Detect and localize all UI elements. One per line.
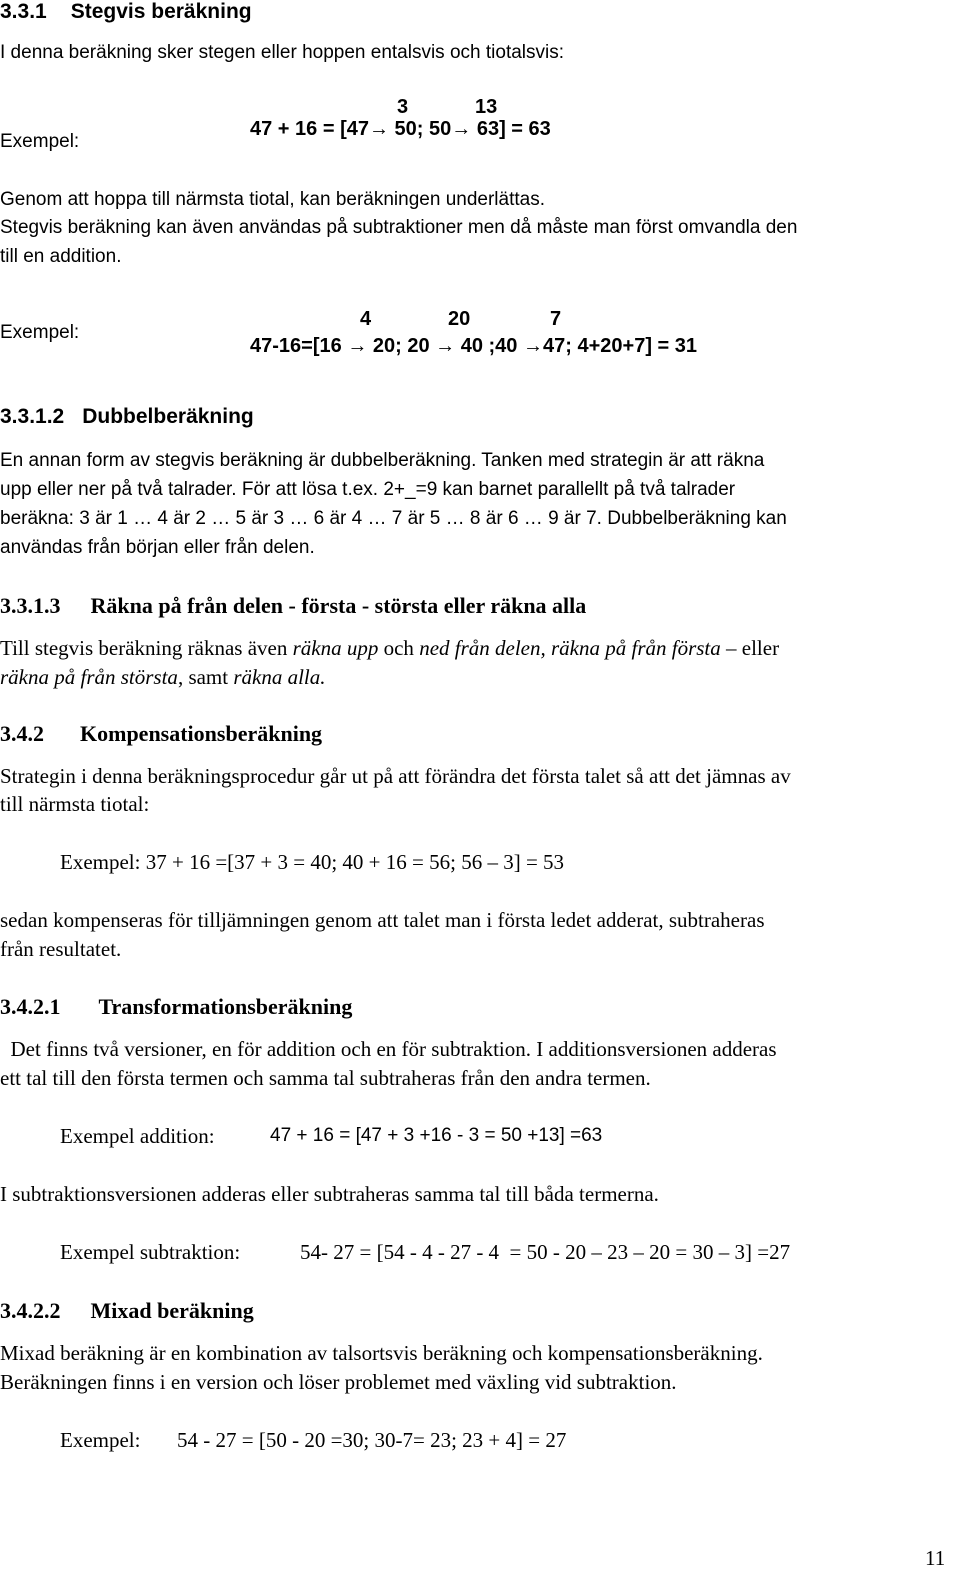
heading-number: 3.3.1.3: [0, 593, 61, 618]
paragraph-line: Stegvis beräkning kan även användas på subtraktioner men då måste man först omvandla den: [0, 217, 798, 238]
example-equation: Exempel: 37 + 16 =[37 + 3 = 40; 40 + 16 = 56; 56 – 3] = 53: [60, 850, 565, 874]
example-label: Exempel:: [0, 131, 80, 152]
step-count: 7: [550, 308, 562, 330]
paragraph-line: I subtraktionsversionen adderas eller subtraheras samma tal till båda termerna.: [0, 1182, 659, 1206]
paragraph-line: En annan form av stegvis beräkning är dubbelberäkning. Tanken med strategin är att räkna: [0, 450, 765, 471]
paragraph-line: Det finns två versioner, en för addition och en för subtraktion. I additionsversionen adderas: [0, 1037, 777, 1061]
section-heading-3-3-1-3: [0, 593, 586, 619]
paragraph-line: Genom att hoppa till närmsta tiotal, kan beräkningen underlättas.: [0, 189, 545, 210]
heading-title: Kompensationsberäkning: [80, 721, 323, 746]
step-count: 3: [397, 96, 409, 118]
paragraph: I denna beräkning sker stegen eller hoppen entalsvis och tiotalsvis:: [0, 42, 565, 63]
heading-number: 3.4.2.1: [0, 994, 61, 1019]
arrow-right-icon: →: [368, 118, 389, 140]
page-number: 11: [925, 1546, 946, 1570]
heading-title: Mixad beräkning: [90, 1298, 254, 1323]
paragraph-line: till närmsta tiotal:: [0, 792, 150, 816]
heading-title: Räkna på från delen - första - största eller räkna alla: [90, 593, 587, 618]
equation: 47 + 16 = [47→ 50; 50→ 63] = 63: [250, 118, 551, 140]
example-label: Exempel:: [0, 322, 80, 343]
section-heading-3-3-1-2: [0, 405, 254, 429]
section-heading-3-4-2: [0, 721, 322, 747]
paragraph-line: Till stegvis beräkning räknas även räkna upp och ned från delen, räkna på från första – eller: [0, 636, 780, 660]
paragraph-line: från resultatet.: [0, 937, 122, 961]
step-count: 13: [475, 96, 498, 118]
section-heading-3-3-1: [0, 0, 252, 24]
section-heading-3-4-2-2: [0, 1298, 254, 1324]
example-equation-image: [250, 96, 610, 146]
example-label: Exempel:: [60, 1428, 141, 1452]
example-label: Exempel addition:: [60, 1124, 215, 1148]
example-equation: 54- 27 = [54 - 4 - 27 - 4 = 50 - 20 – 23 – 20 = 30 – 3] =27: [300, 1240, 791, 1264]
paragraph-line: beräkna: 3 är 1 … 4 är 2 … 5 är 3 … 6 är 4 … 7 är 5 … 8 är 6 … 9 är 7. Dubbelberäkning kan: [0, 508, 787, 529]
heading-title: Dubbelberäkning: [82, 405, 254, 428]
paragraph-line: Mixad beräkning är en kombination av talsortsvis beräkning och kompensationsberäkning.: [0, 1341, 763, 1365]
paragraph-line: Beräkningen finns i en version och löser problemet med växling vid subtraktion.: [0, 1370, 677, 1394]
paragraph-line: till en addition.: [0, 246, 122, 267]
section-heading-3-4-2-1: [0, 994, 352, 1020]
heading-title: Stegvis beräkning: [70, 0, 252, 23]
arrow-right-icon: →: [451, 118, 472, 140]
paragraph-line: räkna på från största, samt räkna alla.: [0, 665, 326, 689]
arrow-right-icon: →: [347, 335, 368, 357]
heading-title: Transformationsberäkning: [98, 994, 353, 1019]
equation: 47-16=[16 → 20; 20 → 40 ;40 →47; 4+20+7] = 31: [250, 335, 698, 357]
paragraph-line: användas från början eller från delen.: [0, 537, 315, 558]
heading-number: 3.4.2: [0, 721, 44, 746]
paragraph-line: upp eller ner på två talrader. För att lösa t.ex. 2+_=9 kan barnet parallellt på två talrader: [0, 479, 736, 500]
example-label: Exempel subtraktion:: [60, 1240, 241, 1264]
arrow-right-icon: →: [435, 335, 456, 357]
example-equation: 54 - 27 = [50 - 20 =30; 30-7= 23; 23 + 4] = 27: [177, 1428, 567, 1452]
paragraph-line: sedan kompenseras för tilljämningen genom att talet man i första ledet adderat, subtraheras: [0, 908, 765, 932]
paragraph-line: ett tal till den första termen och samma tal subtraheras från den andra termen.: [0, 1066, 651, 1090]
heading-number: 3.4.2.2: [0, 1298, 61, 1323]
example-equation: 47 + 16 = [47 + 3 +16 - 3 = 50 +13] =63: [270, 1125, 603, 1146]
example-equation-image: [250, 308, 740, 363]
heading-number: 3.3.1: [0, 0, 47, 23]
step-count: 20: [448, 308, 471, 330]
arrow-right-icon: →: [523, 335, 543, 357]
paragraph-line: Strategin i denna beräkningsprocedur går ut på att förändra det första talet så att det jämnas av: [0, 764, 791, 788]
step-count: 4: [360, 308, 372, 330]
heading-number: 3.3.1.2: [0, 405, 65, 428]
